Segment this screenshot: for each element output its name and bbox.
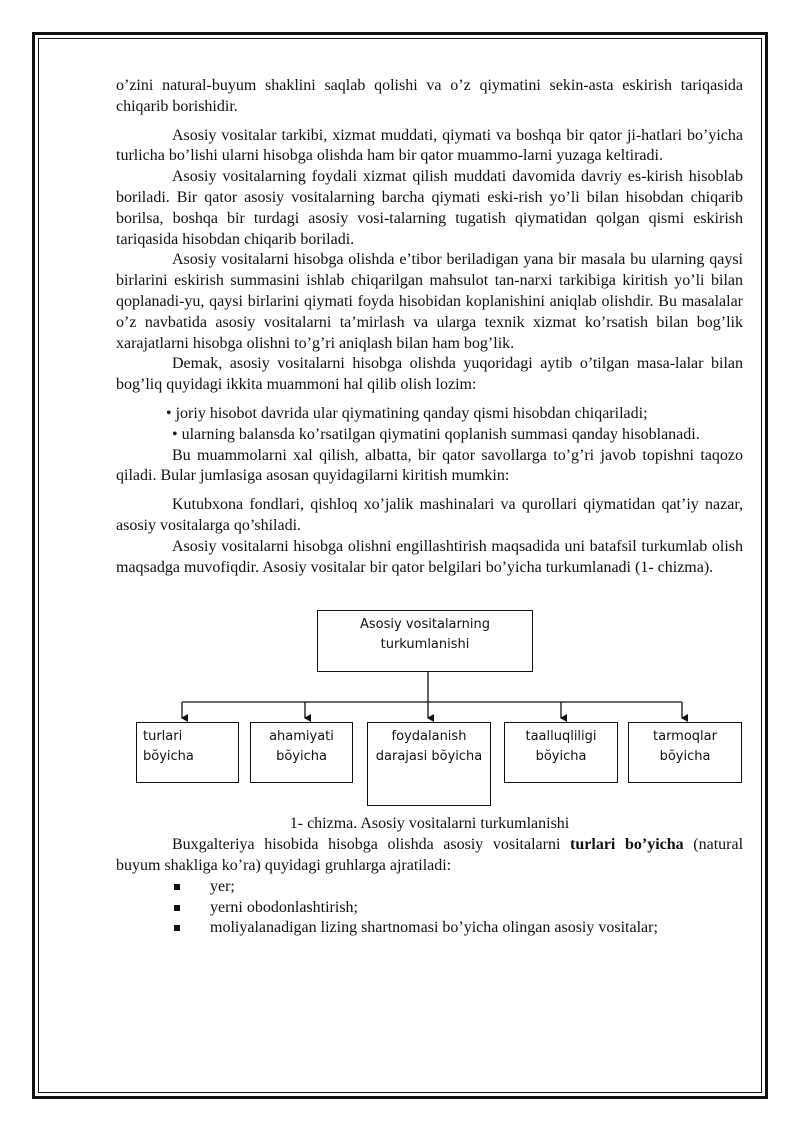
diagram-child-box-5 xyxy=(628,722,742,783)
square-bullet-icon xyxy=(174,925,180,931)
diagram-child-label-1: turlari bŏyicha xyxy=(143,729,194,765)
classification-diagram xyxy=(116,588,743,806)
square-bullet-icon xyxy=(174,884,180,890)
diagram-child-box-2 xyxy=(250,722,353,783)
paragraph-9 xyxy=(116,835,743,877)
bullet-item-2: • ularning balansda ko’rsatilgan qiymatini qoplanish summasi qanday hisoblanadi. xyxy=(172,425,700,443)
diagram-child-box-3 xyxy=(367,722,491,806)
paragraph-8: Asosiy vositalarni hisobga olishni engillashtirish maqsadida uni batafsil turkumlab olish maqsadga muvofiqdir. Asosiy vositalar bir qator belgilari bo’yicha turkumlanadi (1- chizma). xyxy=(116,537,743,576)
paragraph-2: Asosiy vositalar tarkibi, xizmat muddati, qiymati va boshqa bir qator ji-hatlari bo’yicha turlicha bo’lishi ularni hisobga olishda ham bir qator muammo-larni yuzaga keltiradi. xyxy=(116,126,743,165)
diagram-child-label-3: foydalanish darajasi bŏyicha xyxy=(375,729,483,765)
paragraph-9-start: Buxgalteriya hisobida hisobga olishda asosiy vositalarni xyxy=(172,836,571,854)
paragraph-3: Asosiy vositalarning foydali xizmat qilish muddati davomida davriy es-kirish hisoblab boriladi. Bir qator asosiy vositalarning barcha qiymati eski-rish yo’li bilan hisobdan chiqarib borilsa, boshqa bir turdagi asosiy vosi-talarning tugatish qiymatidan qolgan qismi eskirish tariqasida hisobdan chiqarib boriladi. xyxy=(116,168,743,248)
list-item: yerni obodonlashtirish; xyxy=(116,898,743,919)
diagram-child-label-2: ahamiyati bŏyicha xyxy=(269,729,334,765)
paragraph-1: o’zini natural-buyum shaklini saqlab qolishi va o’z qiymatini sekin-asta eskirish tariqasida chiqarib borishidir. xyxy=(116,77,743,115)
diagram-child-label-5: tarmoqlar bŏyicha xyxy=(653,729,717,765)
paragraph-5: Demak, asosiy vositalarni hisobga olishda yuqoridagi aytib o’tilgan masa-lalar bilan bog’liq quyidagi ikkita muammoni hal qilib olish lozim: xyxy=(116,355,743,394)
diagram-root-box xyxy=(317,610,533,672)
paragraph-9-bold: turlari bo’yicha xyxy=(570,836,684,854)
square-bullet-icon xyxy=(174,905,180,911)
diagram-child-box-4 xyxy=(504,722,618,783)
asset-type-list xyxy=(116,877,743,939)
document-body xyxy=(116,76,743,939)
list-item: moliyalanadigan lizing shartnomasi bo’yicha olingan asosiy vositalar; xyxy=(116,918,743,939)
bullet-item-1: • joriy hisobot davrida ular qiymatining qanday qismi hisobdan chiqariladi; xyxy=(166,404,648,422)
paragraph-4: Asosiy vositalarni hisobga olishda e’tibor beriladigan yana bir masala bu ularning qaysi birlarini eskirish summasini ishlab chiqarilgan mahsulot tan-narxi tarkibiga kiritish yo’li bilan qoplanadi-yu, qaysi birlarini qiymati foyda hisobidan koplanishini aniqlab olishdir. Bu masalalar o’z navbatida asosiy vositalarni ta’mirlash va ularga texnik xizmat ko’rsatish bilan bog’lik xarajatlarni hisobga olishni to’g’ri aniqlash bilan ham bog’lik. xyxy=(116,251,743,352)
diagram-child-label-4: taalluqliligi bŏyicha xyxy=(525,729,597,765)
paragraph-9-end: (natural buyum shakliga ko’ra) quyidagi gruhlarga ajratiladi: xyxy=(116,836,744,874)
diagram-root-label: Asosiy vositalarning turkumlanishi xyxy=(360,617,490,653)
diagram-caption: 1- chizma. Asosiy vositalarni turkumlanishi xyxy=(289,815,570,833)
paragraph-7: Kutubxona fondlari, qishloq xo’jalik mashinalari va qurollari qiymatidan qat’iy nazar, asosiy vositalarga qo’shiladi. xyxy=(116,496,743,534)
diagram-child-box-1 xyxy=(136,722,239,783)
paragraph-6: Bu muammolarni xal qilish, albatta, bir qator savollarga to’g’ri javob topishni taqozo qiladi. Bular jumlasiga asosan quyidagilarni kiritish mumkin: xyxy=(116,446,743,485)
list-item: yer; xyxy=(116,877,743,898)
